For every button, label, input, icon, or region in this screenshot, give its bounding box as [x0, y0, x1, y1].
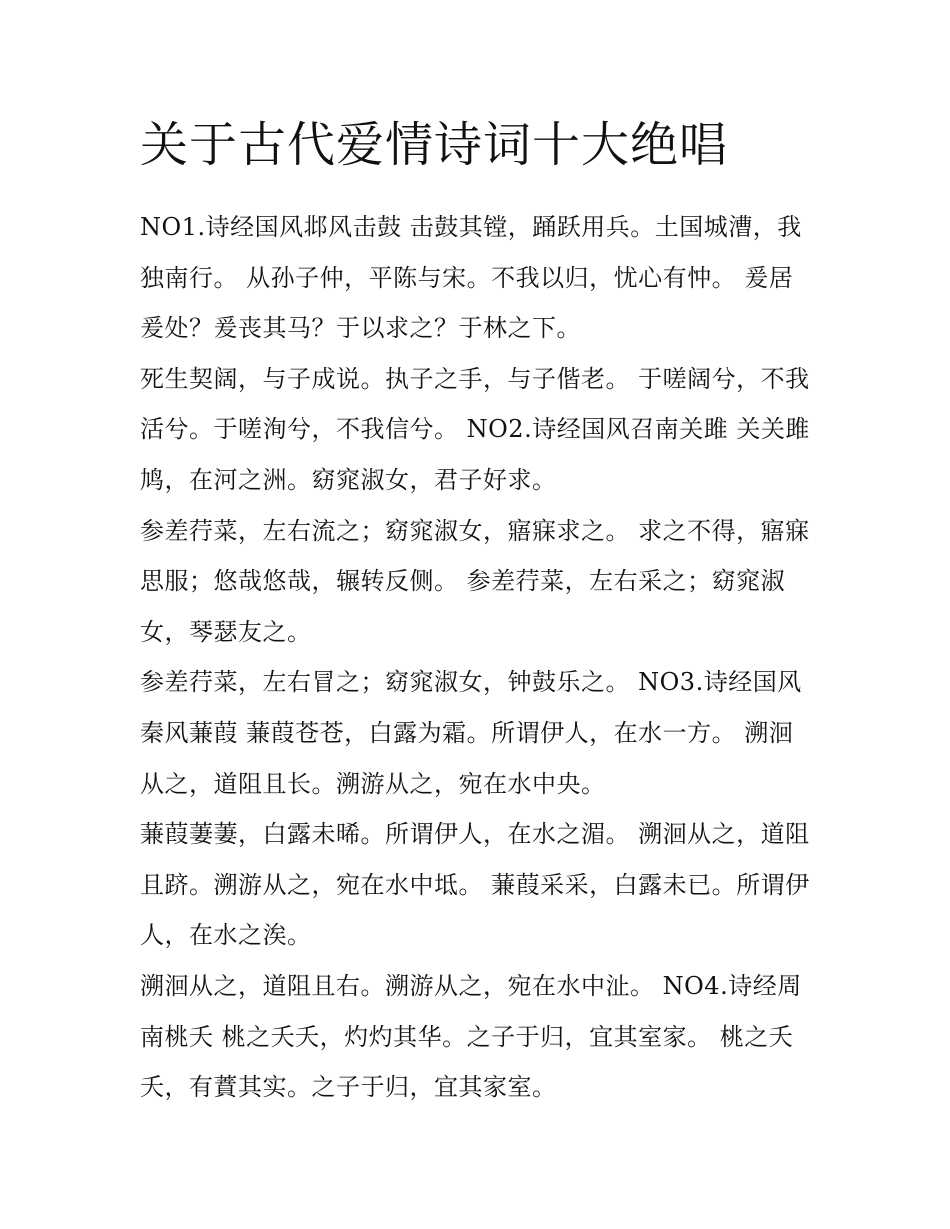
paragraph-2: 死生契阔，与子成说。执子之手，与子偕老。 于嗟阔兮，不我活兮。于嗟洵兮，不我信兮。 NO2.诗经国风召南关雎 关关雎鸠，在河之洲。窈窕淑女，君子好求。 — [140, 364, 810, 494]
paragraph-3: 参差荇菜，左右流之；窈窕淑女，寤寐求之。 求之不得，寤寐思服；悠哉悠哉，辗转反侧。 参差荇菜，左右采之；窈窕淑女，琴瑟友之。 — [140, 516, 810, 646]
paragraph-4: 参差荇菜，左右冒之；窈窕淑女，钟鼓乐之。 NO3.诗经国风秦风蒹葭 蒹葭苍苍，白露为霜。所谓伊人，在水一方。 溯洄从之，道阻且长。溯游从之，宛在水中央。 — [140, 668, 802, 798]
document-title: 关于古代爱情诗词十大绝唱 — [140, 117, 729, 173]
document-page — [140, 112, 810, 1113]
paragraph-1: NO1.诗经国风邶风击鼓 击鼓其镗，踊跃用兵。土国城漕，我独南行。 从孙子仲，平陈与宋。不我以归，忧心有忡。 爰居爰处？爰丧其马？于以求之？于林之下。 — [140, 213, 802, 343]
paragraph-6: 溯洄从之，道阻且右。溯游从之，宛在水中沚。 NO4.诗经周南桃夭 桃之夭夭，灼灼其华。之子于归，宜其室家。 桃之夭夭，有蕡其实。之子于归，宜其家室。 — [140, 971, 802, 1102]
paragraph-5: 蒹葭萋萋，白露未晞。所谓伊人，在水之湄。 溯洄从之，道阻且跻。溯游从之，宛在水中坻。 蒹葭采采，白露未已。所谓伊人，在水之涘。 — [140, 820, 810, 950]
